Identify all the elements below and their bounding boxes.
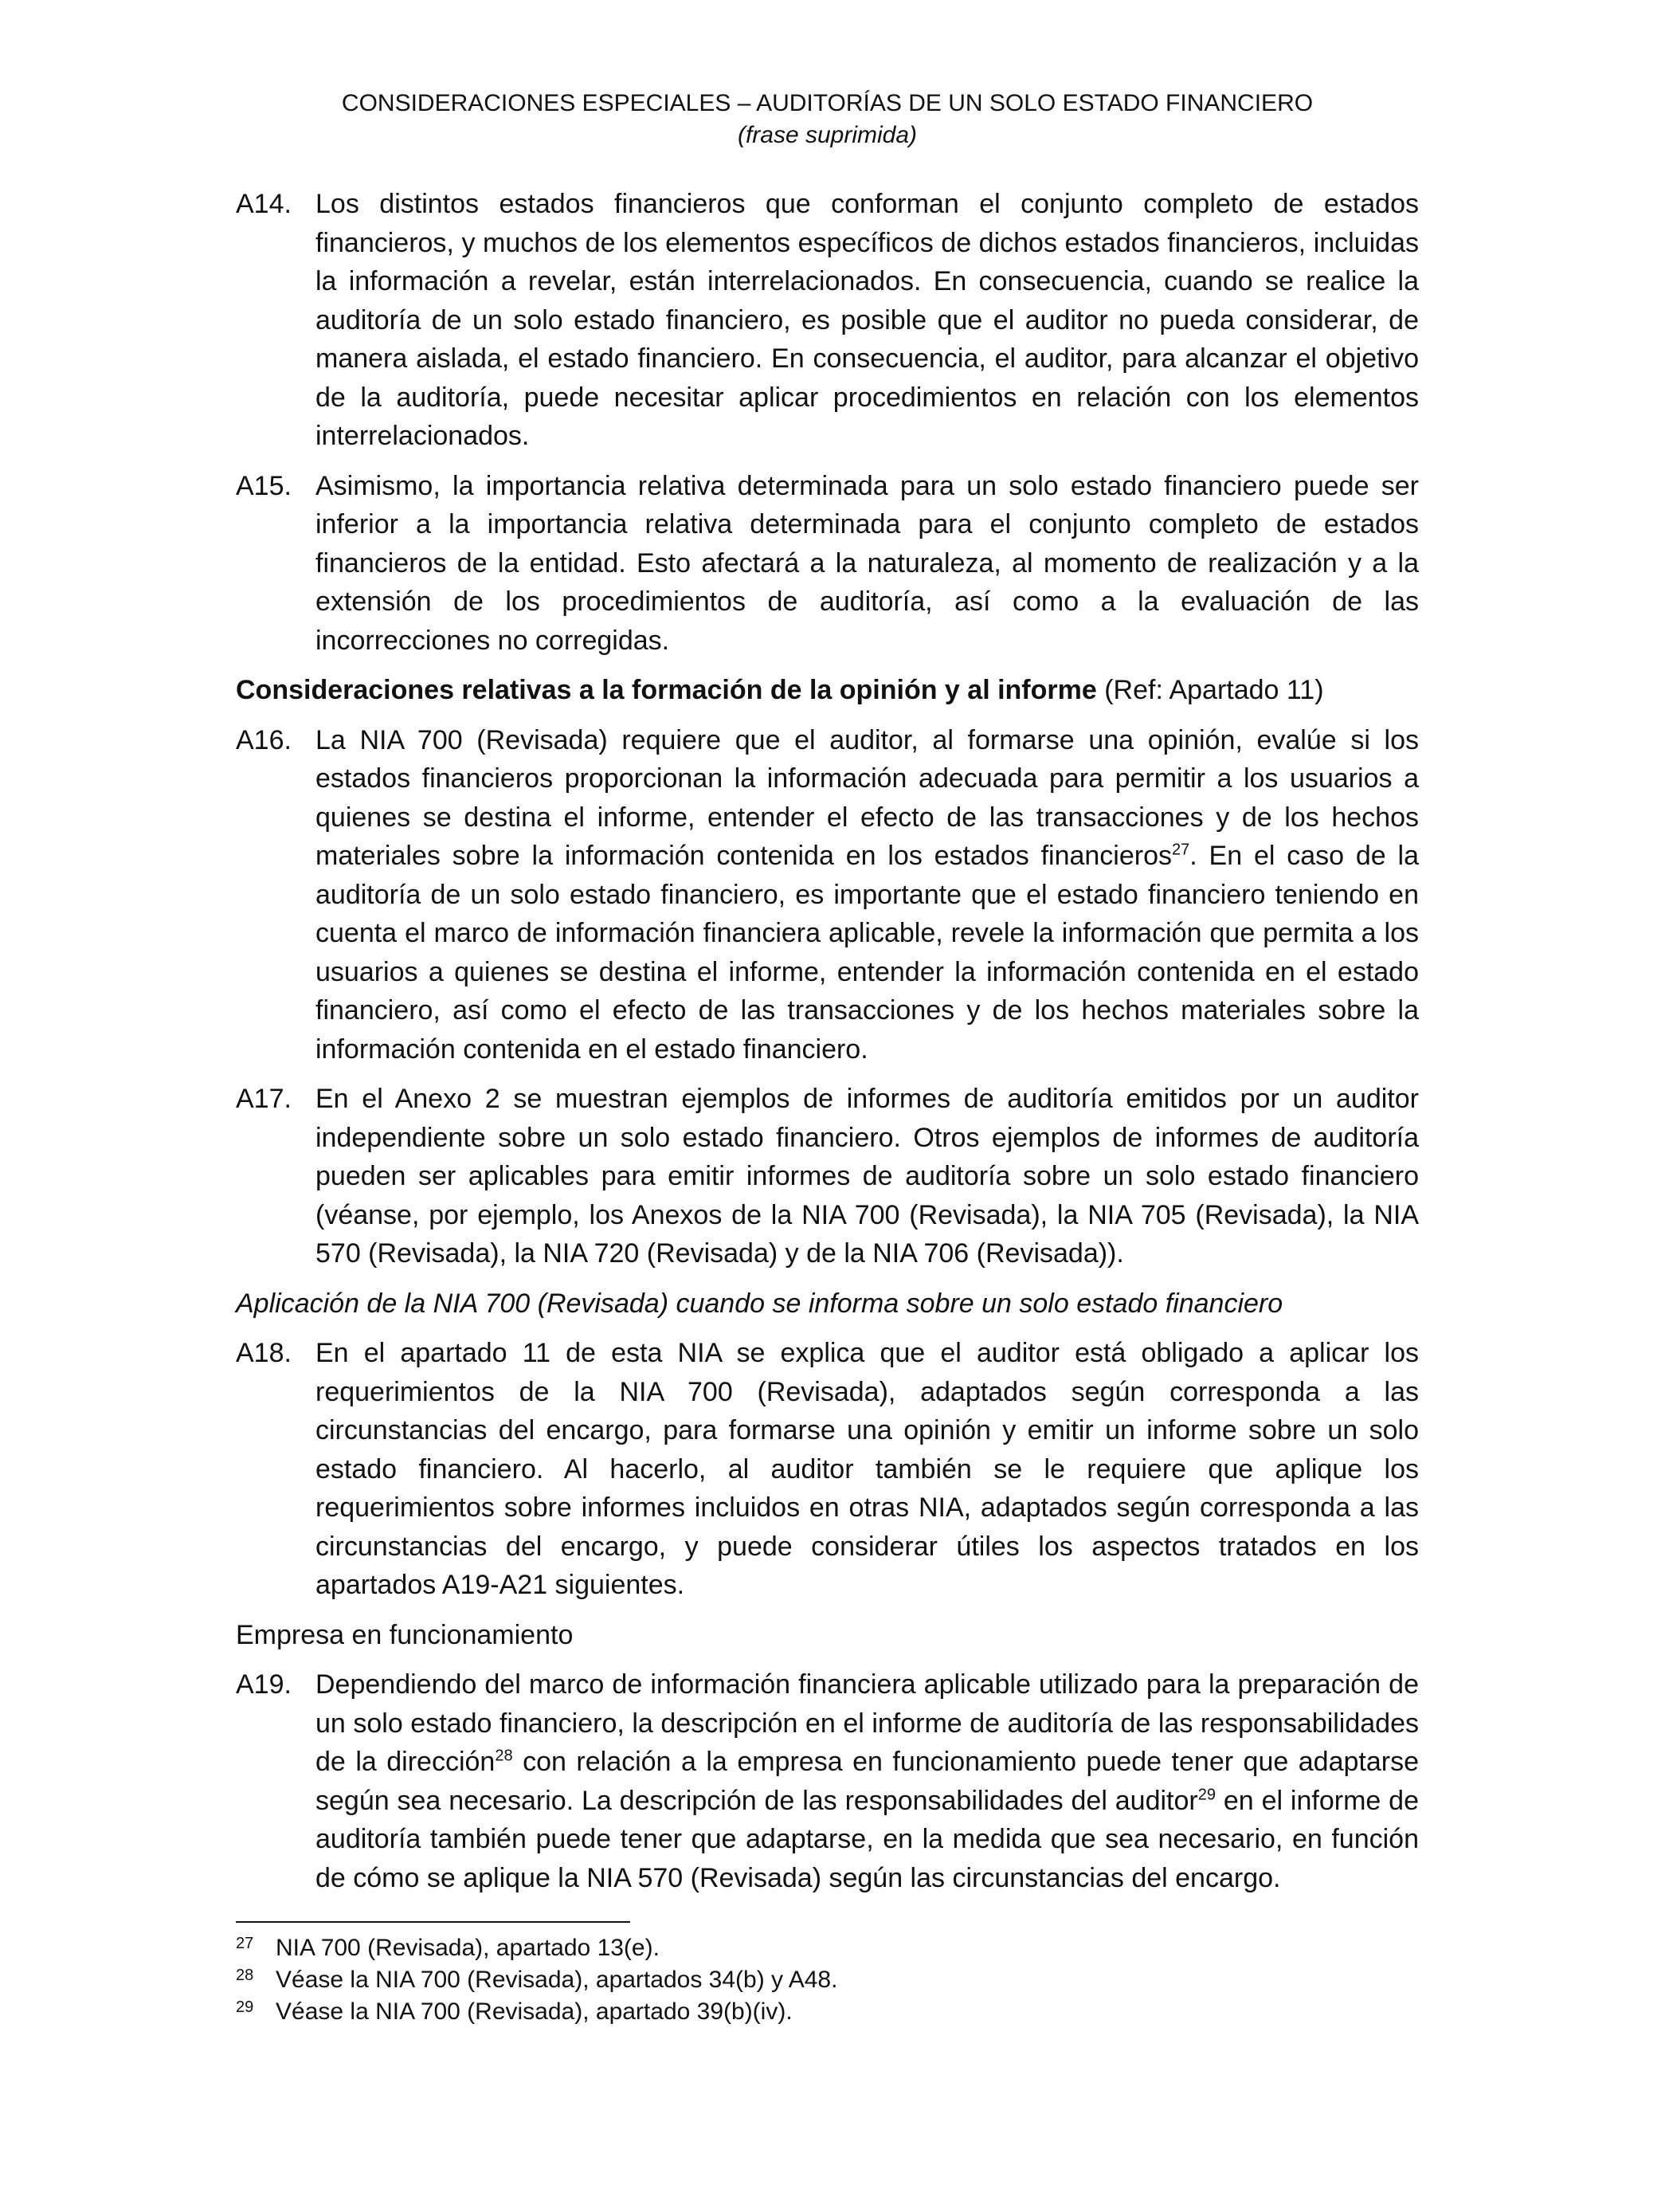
paragraph-text-part: en el informe de auditoría también puede tener que adaptarse, en la medida que sea necesario, en función de cómo se aplique la NIA 570 (Revisada) según las circunstancias del encargo.	[315, 1785, 1419, 1893]
document-page	[236, 88, 1419, 2028]
paragraph-a14	[236, 185, 1419, 456]
footnote-number: 29	[236, 1998, 254, 2016]
paragraph-number: A18.	[236, 1338, 292, 1368]
subsection-heading-plain: Empresa en funcionamiento	[236, 1619, 574, 1650]
document-body	[236, 185, 1419, 1897]
paragraph-text: Asimismo, la importancia relativa determinada para un solo estado financiero puede ser inferior a la importancia relativa determinada para el conjunto completo de estados financieros de la entidad. Esto afectará a la naturaleza, al momento de realización y a la extensión de los procedimientos de auditoría, así como a la evaluación de las incorrecciones no corregidas.	[315, 470, 1419, 656]
paragraph-number: A16.	[236, 724, 292, 755]
footnote-ref-29: 29	[1197, 1786, 1216, 1804]
paragraph-text-part: con relación a la empresa en funcionamiento puede tener que adaptarse según sea necesario. La descripción de las responsabilidades del auditor	[315, 1747, 1419, 1816]
section-heading-ref: (Ref: Apartado 11)	[1096, 675, 1324, 705]
paragraph-a16	[236, 721, 1419, 1069]
footnote-number: 28	[236, 1967, 254, 1984]
paragraph-text	[315, 721, 1419, 1069]
paragraph-text: Los distintos estados financieros que conforman el conjunto completo de estados financieros, y muchos de los elementos específicos de dichos estados financieros, incluidas la información a revelar, están interrelacionados. En consecuencia, cuando se realice la auditoría de un solo estado financiero, es posible que el auditor no pueda considerar, de manera aislada, el estado financiero. En consecuencia, el auditor, para alcanzar el objetivo de la auditoría, puede necesitar aplicar procedimientos en relación con los elementos interrelacionados.	[315, 189, 1419, 451]
footnote-text: Véase la NIA 700 (Revisada), apartados 34(b) y A48.	[276, 1967, 838, 1993]
footnote-text: Véase la NIA 700 (Revisada), apartado 39(b)(iv).	[276, 1998, 793, 2025]
paragraph-a18	[236, 1334, 1419, 1605]
paragraph-number: A15.	[236, 470, 292, 501]
paragraph-text-part: Dependiendo del marco de información financiera aplicable utilizado para la preparación de un solo estado financiero, la descripción en el informe de auditoría de las responsabilidades de la dirección	[315, 1669, 1419, 1777]
paragraph-text: En el apartado 11 de esta NIA se explica que el auditor está obligado a aplicar los requerimientos de la NIA 700 (Revisada), adaptados según corresponda a las circunstancias del encargo, para formarse una opinión y emitir un informe sobre un solo estado financiero. Al hacerlo, al auditor también se le requiere que aplique los requerimientos sobre informes incluidos en otras NIA, adaptados según corresponda a las circunstancias del encargo, y puede considerar útiles los aspectos tratados en los apartados A19-A21 siguientes.	[315, 1338, 1419, 1600]
paragraph-a19	[236, 1665, 1419, 1897]
paragraph-number: A17.	[236, 1084, 292, 1114]
paragraph-number: A14.	[236, 189, 292, 219]
header-title: CONSIDERACIONES ESPECIALES – AUDITORÍAS DE UN SOLO ESTADO FINANCIERO	[341, 90, 1314, 116]
footnote-ref-28: 28	[495, 1747, 513, 1765]
footnote-28	[236, 1964, 1419, 1996]
paragraph-number: A19.	[236, 1669, 292, 1700]
paragraph-text	[315, 1665, 1419, 1897]
section-heading-title: Consideraciones relativas a la formación de la opinión y al informe	[236, 675, 1097, 705]
section-heading	[236, 671, 1419, 710]
footnotes	[236, 1932, 1419, 2028]
paragraph-text-part: La NIA 700 (Revisada) requiere que el auditor, al formarse una opinión, evalúe si los estados financieros proporcionan la información adecuada para permitir a los usuarios a quienes se destina el informe, entender el efecto de las transacciones y de los hechos materiales sobre la información contenida en los estados financieros	[315, 724, 1419, 871]
footnote-27	[236, 1932, 1419, 1964]
footnote-text: NIA 700 (Revisada), apartado 13(e).	[276, 1935, 660, 1961]
page-header	[236, 88, 1419, 151]
footnote-29	[236, 1996, 1419, 2028]
paragraph-a17	[236, 1080, 1419, 1273]
paragraph-text-part: . En el caso de la auditoría de un solo estado financiero, es importante que el estado financiero teniendo en cuenta el marco de información financiera aplicable, revele la información que permita a los usuarios a quienes se destina el informe, entender la información contenida en el estado financiero, así como el efecto de las transacciones y de los hechos materiales sobre la información contenida en el estado financiero.	[315, 841, 1420, 1065]
subsection-heading: Aplicación de la NIA 700 (Revisada) cuando se informa sobre un solo estado financiero	[236, 1288, 1283, 1319]
footnote-ref-27: 27	[1172, 841, 1190, 859]
paragraph-text: En el Anexo 2 se muestran ejemplos de informes de auditoría emitidos por un auditor independiente sobre un solo estado financiero. Otros ejemplos de informes de auditoría pueden ser aplicables para emitir informes de auditoría sobre un solo estado financiero (véanse, por ejemplo, los Anexos de la NIA 700 (Revisada), la NIA 705 (Revisada), la NIA 570 (Revisada), la NIA 720 (Revisada) y de la NIA 706 (Revisada)).	[315, 1084, 1419, 1269]
header-subtitle: (frase suprimida)	[737, 122, 918, 148]
footnote-divider	[236, 1921, 630, 1923]
paragraph-a15	[236, 467, 1419, 661]
footnote-number: 27	[236, 1935, 254, 1952]
